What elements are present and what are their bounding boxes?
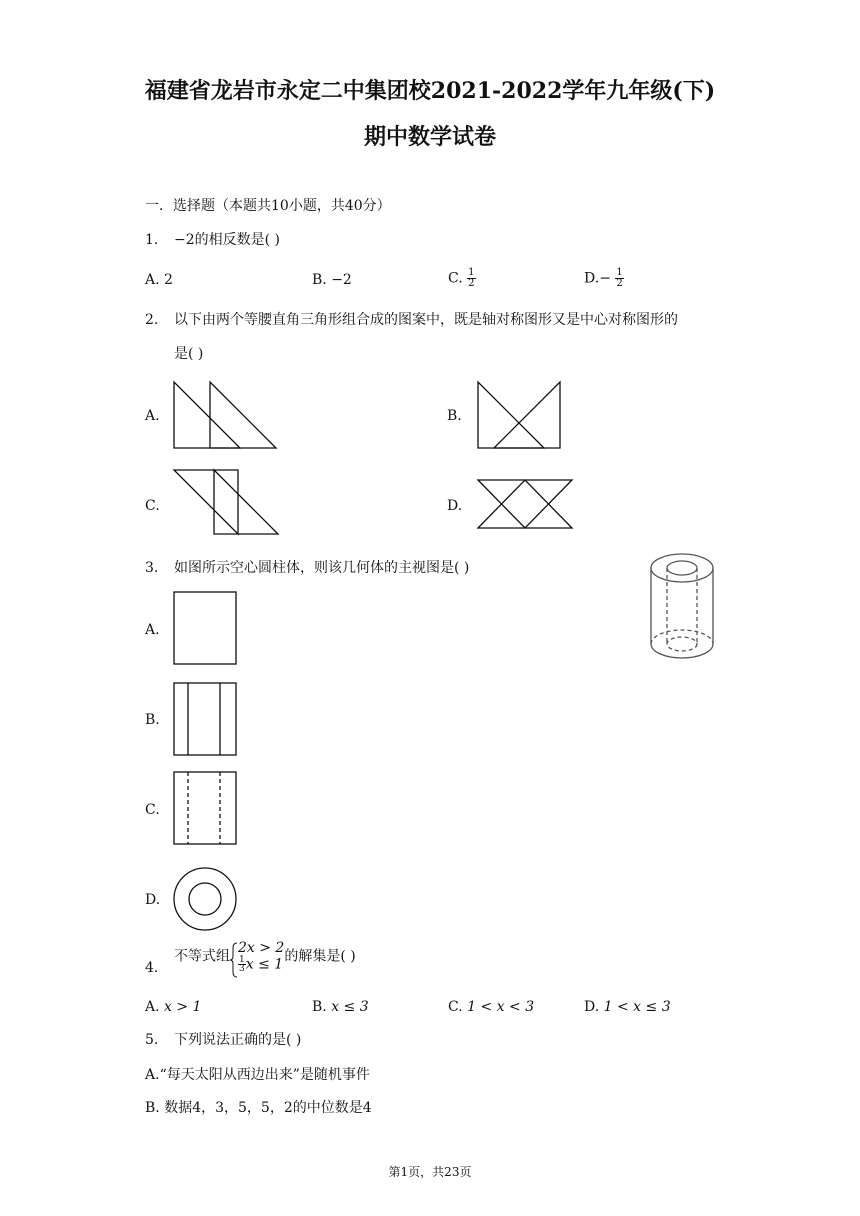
q4-option-c — [448, 998, 534, 1016]
q2-label-b: B. — [447, 408, 462, 424]
option-text: 数据4，3，5，5，2的中位数是4 — [164, 1100, 372, 1116]
fraction — [467, 268, 475, 289]
q2-label-c: C. — [145, 498, 160, 514]
q3-label-a: A. — [145, 622, 160, 638]
option-label: C. — [448, 270, 463, 287]
inequality-2 — [238, 956, 284, 973]
q2-figure-a — [170, 378, 282, 450]
square-view — [174, 772, 236, 844]
triangle-shape — [478, 480, 572, 528]
q2-figure-d — [474, 474, 576, 534]
option-label: B. — [312, 999, 327, 1015]
q1-option-a — [145, 271, 173, 289]
fraction-numerator: 1 — [616, 267, 623, 278]
section-heading: 一．选择题（本题共10小题，共40分） — [145, 198, 391, 214]
triangle-shape — [174, 382, 240, 448]
inner-bottom-hidden-ellipse — [667, 637, 697, 651]
q1-option-d — [584, 268, 624, 289]
q3-label-b: B. — [145, 712, 160, 728]
q4-option-b — [312, 998, 369, 1016]
q5-number: 5. — [145, 1032, 159, 1048]
option-label: C. — [448, 999, 463, 1015]
option-label: D. — [584, 270, 600, 287]
square-view — [174, 683, 236, 755]
q4-suffix: 的解集是( ) — [284, 948, 356, 965]
q2-figure-b — [474, 378, 566, 450]
page-title: 福建省龙岩市永定二中集团校2021-2022学年九年级(下) — [144, 78, 716, 104]
option-value: 1 < x < 3 — [467, 999, 535, 1015]
q1-text: −2的相反数是( ) — [174, 232, 281, 248]
fraction-denominator: 2 — [468, 278, 475, 289]
option-label: A. — [145, 1067, 160, 1083]
q3-number: 3. — [145, 560, 159, 576]
fraction — [615, 268, 623, 289]
q2-figure-c — [170, 466, 282, 538]
page-footer: 第1页，共23页 — [388, 1165, 472, 1179]
hollow-cylinder-figure — [646, 550, 718, 666]
q3-figure-d — [170, 866, 240, 932]
inequality-lines — [238, 940, 284, 973]
inequality-2-rest: x ≤ 1 — [245, 956, 284, 973]
square-view — [174, 592, 236, 664]
q3-figure-b — [172, 681, 238, 757]
q3-figure-a — [172, 590, 238, 666]
q2-label-a: A. — [145, 408, 160, 424]
q5-option-b — [145, 1099, 372, 1117]
option-label: D. — [584, 999, 600, 1015]
q4-number: 4. — [145, 960, 159, 976]
option-label: B. — [312, 272, 327, 288]
option-value: 1 < x ≤ 3 — [603, 999, 671, 1015]
outer-bottom-hidden-arc — [651, 630, 713, 644]
page-subtitle: 期中数学试卷 — [363, 124, 496, 150]
q2-text-line2: 是( ) — [174, 346, 204, 362]
option-label: A. — [145, 999, 160, 1015]
inequality-system — [230, 940, 284, 973]
q4-prefix: 不等式组 — [174, 948, 230, 965]
q2-label-d: D. — [447, 498, 463, 514]
q4-text — [174, 940, 356, 973]
option-value: x > 1 — [164, 999, 202, 1015]
option-text: “每天太阳从西边出来”是随机事件 — [159, 1067, 370, 1083]
q1-number: 1. — [145, 232, 159, 248]
q5-option-a — [145, 1066, 370, 1084]
q1-option-b — [312, 271, 352, 289]
left-brace — [230, 942, 238, 978]
option-label: A. — [145, 272, 160, 288]
option-value: 2 — [164, 272, 173, 288]
minus-sign: − — [599, 270, 611, 287]
triangle-shape — [478, 480, 572, 528]
option-value: −2 — [331, 272, 352, 288]
fraction — [238, 956, 246, 973]
q2-text-line1: 以下由两个等腰直角三角形组合成的图案中，既是轴对称图形又是中心对称图形的 — [174, 312, 678, 328]
triangle-shape — [210, 382, 276, 448]
triangle-shape — [494, 382, 560, 448]
triangle-shape — [174, 470, 238, 534]
triangle-shape — [214, 470, 278, 534]
q1-option-c — [448, 268, 476, 289]
fraction-numerator: 1 — [239, 955, 245, 965]
q4-option-a — [145, 998, 201, 1016]
inner-circle — [189, 883, 221, 915]
inequality-1: 2x > 2 — [238, 940, 285, 956]
option-label: B. — [145, 1100, 160, 1116]
q3-text: 如图所示空心圆柱体，则该几何体的主视图是( ) — [174, 560, 470, 576]
fraction-denominator: 3 — [239, 964, 245, 974]
outer-circle — [174, 868, 236, 930]
q2-number: 2. — [145, 312, 159, 328]
triangle-shape — [478, 382, 544, 448]
outer-top-ellipse — [651, 554, 713, 582]
q5-text: 下列说法正确的是( ) — [174, 1032, 302, 1048]
q4-option-d — [584, 998, 671, 1016]
q3-label-d: D. — [145, 892, 161, 908]
q3-label-c: C. — [145, 802, 160, 818]
fraction-numerator: 1 — [468, 267, 475, 278]
inner-top-ellipse — [667, 561, 697, 575]
option-value: x ≤ 3 — [331, 999, 369, 1015]
fraction-denominator: 2 — [616, 278, 623, 289]
q3-figure-c — [172, 770, 238, 846]
